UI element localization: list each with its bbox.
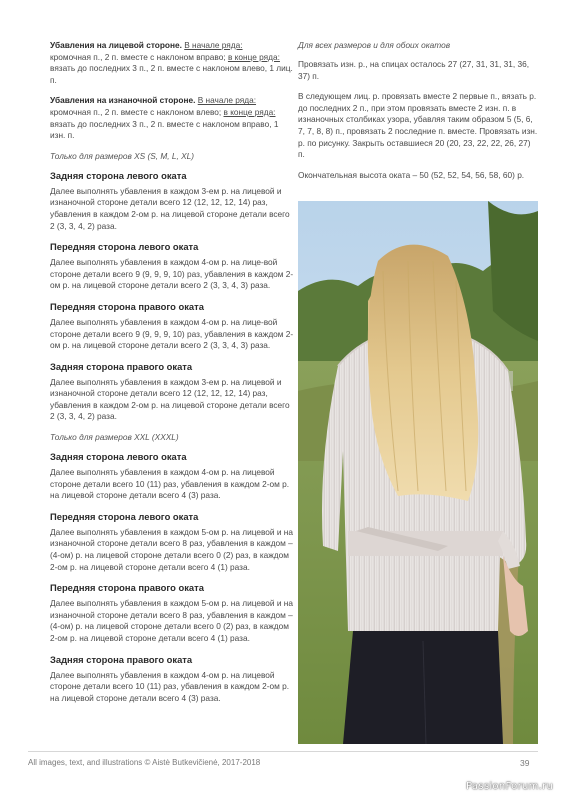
right-paragraph-1: Провязать изн. р., на спицах осталось 27 (27, 31, 31, 31, 36, 37) п.	[298, 59, 530, 81]
section-text: Далее выполнять убавления в каждом 3-ем р. на лицевой и изнаночной стороне детали всего 12 (12, 12, 12, 14) раз, убавления в каждом 2-ом р. на лицевой стороне детали всего 2 (3, 3, 4, 2) раза.	[50, 185, 290, 231]
dec-front-end-label: в конце ряда:	[227, 51, 280, 62]
right-column	[298, 40, 538, 190]
dec-back-end-text: вязать до последних 3 п., 2 п. вместе с наклоном вправо, 1 изн. п.	[50, 118, 279, 141]
section-text: Далее выполнять убавления в каждом 5-ом р. на лицевой и на изнаночной стороне детали всего 8 раз, убавления в каждом – (4-ом) р. на лицевой стороне детали всего 0 (2) раз, в каждом 2-ом р. на лицевой стороне детали всего 4 (1) раза.	[50, 526, 293, 572]
model-photo	[298, 201, 538, 744]
size-note-xxl: Только для размеров XXL (XXXL)	[50, 432, 179, 443]
dec-back-end-label: в конце ряда:	[223, 106, 276, 117]
section-title: Передняя сторона левого оката	[50, 241, 199, 253]
right-paragraph-3: Окончательная высота оката – 50 (52, 52, 54, 56, 58, 60) р.	[298, 169, 525, 180]
section-title: Передняя сторона левого оката	[50, 510, 199, 522]
dec-back-begin-text: кромочная п., 2 п. вместе с наклоном влево;	[50, 106, 222, 117]
size-note-all: Для всех размеров и для обоих окатов	[298, 40, 451, 50]
left-column	[50, 40, 294, 713]
page-number: 39	[520, 758, 530, 768]
watermark: PassionForum.ru	[466, 781, 554, 792]
section-title: Задняя сторона левого оката	[50, 169, 187, 181]
section-text: Далее выполнять убавления в каждом 5-ом р. на лицевой и на изнаночной стороне детали всего 8 раз, убавления в каждом – (4-ом) р. на лицевой стороне детали всего 0 (2) раз, в каждом 2-ом р. на лицевой стороне детали всего 4 (1) раза.	[50, 598, 293, 643]
dec-front-end-text: вязать до последних 3 п., 2 п. вместе с наклоном влево, 1 лиц. п.	[50, 63, 293, 85]
dec-front-begin-label: В начале ряда:	[184, 40, 243, 50]
section-text: Далее выполнять убавления в каждом 4-ом р. на лицевой стороне детали всего 10 (11) раз, убавления в каждом 2-ом р. на лицевой стороне детали всего 4 (3) раза.	[50, 467, 290, 501]
section-text: Далее выполнять убавления в каждом 3-ем р. на лицевой и изнаночной стороне детали всего 12 (12, 12, 12, 14) раз, убавления в каждом 2-ом р. на лицевой стороне детали всего 2 (3, 3, 4, 2) раза.	[50, 376, 290, 422]
dec-front-begin-text: кромочная п., 2 п. вместе с наклоном вправо;	[50, 51, 226, 62]
section-text: Далее выполнять убавления в каждом 4-ом р. на лице-вой стороне детали всего 9 (9, 9, 9, 10) раз, убавления в каждом 2-ом р. на лицевой стороне детали всего 2 (3, 3, 4, 3) раза.	[50, 257, 294, 291]
footer-divider	[28, 751, 538, 752]
section-title: Задняя сторона правого оката	[50, 653, 193, 665]
section-text: Далее выполнять убавления в каждом 4-ом р. на лице-вой стороне детали всего 9 (9, 9, 9, 10) раз, убавления в каждом 2-ом р. на лицевой стороне детали всего 2 (3, 3, 4, 3) раза.	[50, 316, 294, 351]
dec-back-begin-label: В начале ряда:	[197, 95, 257, 106]
right-paragraph-2: В следующем лиц. р. провязать вместе 2 первые п., вязать р. до последних 2 п., при этом провязать вместе 2 изн. п. в изнаночных столбиках узора, убавляя таким образом 5 (5, 6, 7, 7, 8, 8) п., провязать 2 последние п. вместе. Провязать изн. р. по рисунку. Закрыть оставшиеся 20 (20, 23, 22, 22, 26, 27) п.	[298, 91, 538, 160]
section-title: Передняя сторона правого оката	[50, 582, 204, 594]
dec-front-paragraph	[50, 40, 294, 86]
dec-back-title: Убавления на изнаночной стороне.	[50, 95, 196, 106]
dec-back-paragraph	[50, 95, 294, 141]
section-text: Далее выполнять убавления в каждом 4-ом р. на лицевой стороне детали всего 10 (11) раз, убавления в каждом 2-ом р. на лицевой стороне детали всего 4 (3) раза.	[50, 669, 290, 703]
dec-front-title: Убавления на лицевой стороне.	[50, 40, 182, 50]
section-title: Задняя сторона правого оката	[50, 360, 193, 372]
size-note-xs: Только для размеров XS (S, M, L, XL)	[50, 150, 195, 161]
section-title: Передняя сторона правого оката	[50, 300, 204, 312]
section-title: Задняя сторона левого оката	[50, 451, 187, 463]
footer-copyright: All images, text, and illustrations © Aistė Butkevičienė, 2017-2018	[28, 758, 261, 767]
